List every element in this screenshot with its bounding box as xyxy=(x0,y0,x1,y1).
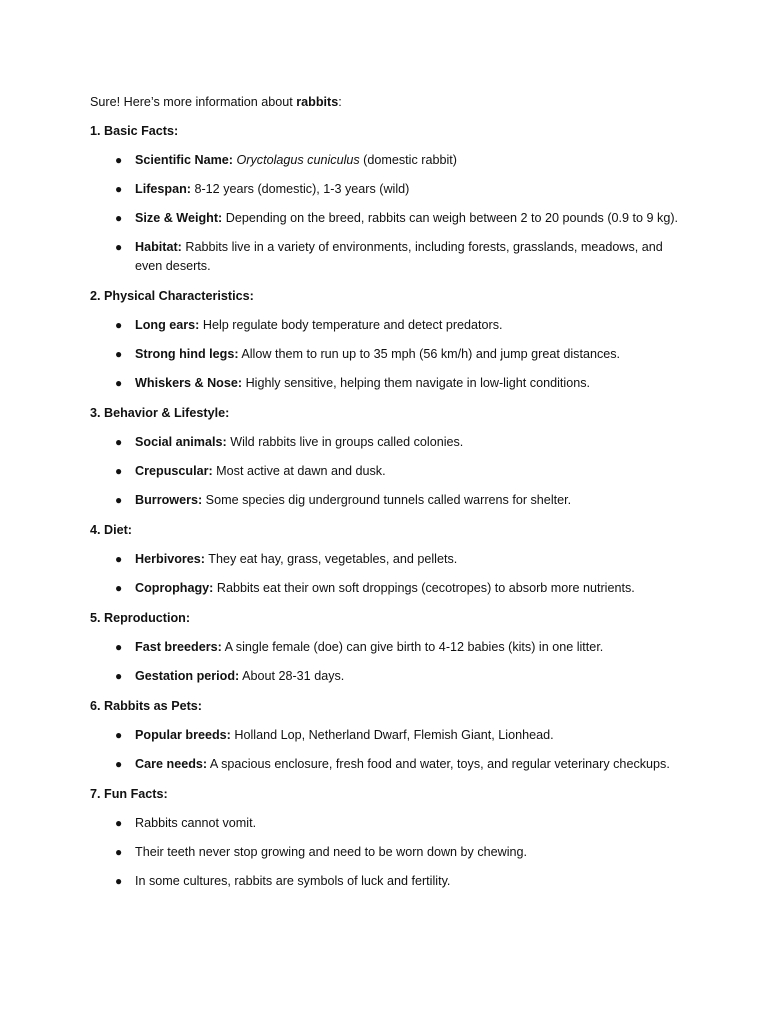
item-text: In some cultures, rabbits are symbols of luck and fertility. xyxy=(135,874,451,888)
list-item xyxy=(90,238,688,276)
item-text: A spacious enclosure, fresh food and water, toys, and regular veterinary checkups. xyxy=(207,757,670,771)
list-item xyxy=(90,550,708,569)
list-item xyxy=(90,726,708,745)
bullet-icon: ● xyxy=(115,318,123,332)
section-heading-reproduction: 5. Reproduction: xyxy=(90,611,191,625)
item-text: Allow them to run up to 35 mph (56 km/h) and jump great distances. xyxy=(238,347,621,361)
scientific-name: Oryctolagus cuniculus xyxy=(236,153,360,167)
item-text: Help regulate body temperature and detect predators. xyxy=(199,318,503,332)
item-text: Depending on the breed, rabbits can weigh between 2 to 20 pounds (0.9 to 9 kg). xyxy=(222,211,679,225)
bullet-icon: ● xyxy=(115,757,123,771)
item-label: Burrowers: xyxy=(135,493,203,507)
list-item xyxy=(90,151,708,170)
bullet-list-basic-facts xyxy=(90,151,708,276)
item-text: Most active at dawn and dusk. xyxy=(212,464,386,478)
intro-suffix: : xyxy=(338,95,342,109)
item-text: Some species dig underground tunnels called warrens for shelter. xyxy=(202,493,572,507)
item-text: A single female (doe) can give birth to 4-12 babies (kits) in one litter. xyxy=(221,640,604,654)
list-item xyxy=(90,316,708,335)
section-heading-basic-facts: 1. Basic Facts: xyxy=(90,124,179,138)
bullet-icon: ● xyxy=(115,816,123,830)
bullet-icon: ● xyxy=(115,728,123,742)
bullet-icon: ● xyxy=(115,347,123,361)
bullet-icon: ● xyxy=(115,552,123,566)
item-label: Scientific Name: xyxy=(135,153,233,167)
item-label: Herbivores: xyxy=(135,552,205,566)
item-label: Coprophagy: xyxy=(135,581,214,595)
bullet-list-behavior-lifestyle xyxy=(90,433,708,510)
list-item xyxy=(90,667,708,686)
bullet-icon: ● xyxy=(115,211,123,225)
bullet-icon: ● xyxy=(115,153,123,167)
item-label: Crepuscular: xyxy=(135,464,213,478)
item-label: Strong hind legs: xyxy=(135,347,239,361)
item-text: Their teeth never stop growing and need to be worn down by chewing. xyxy=(135,845,528,859)
item-label: Long ears: xyxy=(135,318,200,332)
list-item xyxy=(90,209,708,228)
list-item xyxy=(90,638,708,657)
item-text: About 28-31 days. xyxy=(239,669,345,683)
bullet-list-physical-characteristics xyxy=(90,316,708,393)
list-item xyxy=(90,843,708,862)
item-label: Gestation period: xyxy=(135,669,240,683)
list-item xyxy=(90,345,708,364)
intro-paragraph xyxy=(90,93,708,111)
intro-prefix: Sure! Here’s more information about xyxy=(90,95,297,109)
list-item xyxy=(90,433,708,452)
item-label: Social animals: xyxy=(135,435,227,449)
bullet-list-rabbits-as-pets xyxy=(90,726,708,774)
bullet-icon: ● xyxy=(115,493,123,507)
item-text: Rabbits eat their own soft droppings (cecotropes) to absorb more nutrients. xyxy=(213,581,635,595)
item-text: Rabbits live in a variety of environments, including forests, grasslands, meadows, and even deserts. xyxy=(135,240,663,273)
item-label: Lifespan: xyxy=(135,182,191,196)
item-label: Care needs: xyxy=(135,757,208,771)
item-text: Rabbits cannot vomit. xyxy=(135,816,257,830)
item-text: Wild rabbits live in groups called colonies. xyxy=(226,435,464,449)
section-heading-rabbits-as-pets: 6. Rabbits as Pets: xyxy=(90,699,202,713)
bullet-icon: ● xyxy=(115,669,123,683)
item-text: 8-12 years (domestic), 1-3 years (wild) xyxy=(190,182,410,196)
bullet-icon: ● xyxy=(115,376,123,390)
list-item xyxy=(90,872,708,891)
bullet-icon: ● xyxy=(115,182,123,196)
list-item xyxy=(90,180,708,199)
section-heading-diet: 4. Diet: xyxy=(90,523,132,537)
list-item xyxy=(90,374,708,393)
bullet-icon: ● xyxy=(115,240,123,254)
bullet-icon: ● xyxy=(115,581,123,595)
intro-bold-word: rabbits xyxy=(296,95,339,109)
list-item xyxy=(90,491,708,510)
item-label: Popular breeds: xyxy=(135,728,231,742)
item-label: Whiskers & Nose: xyxy=(135,376,243,390)
item-label: Habitat: xyxy=(135,240,182,254)
section-heading-fun-facts: 7. Fun Facts: xyxy=(90,787,168,801)
bullet-list-reproduction xyxy=(90,638,708,686)
section-heading-physical-characteristics: 2. Physical Characteristics: xyxy=(90,289,254,303)
bullet-icon: ● xyxy=(115,435,123,449)
bullet-icon: ● xyxy=(115,640,123,654)
list-item xyxy=(90,462,708,481)
bullet-list-fun-facts xyxy=(90,814,708,891)
section-heading-behavior-lifestyle: 3. Behavior & Lifestyle: xyxy=(90,406,230,420)
list-item xyxy=(90,755,708,774)
list-item xyxy=(90,814,708,833)
item-text: Highly sensitive, helping them navigate in low-light conditions. xyxy=(242,376,590,390)
item-text: Holland Lop, Netherland Dwarf, Flemish Giant, Lionhead. xyxy=(230,728,554,742)
bullet-icon: ● xyxy=(115,874,123,888)
item-label: Fast breeders: xyxy=(135,640,222,654)
item-label: Size & Weight: xyxy=(135,211,223,225)
item-text: (domestic rabbit) xyxy=(359,153,457,167)
bullet-icon: ● xyxy=(115,464,123,478)
bullet-icon: ● xyxy=(115,845,123,859)
list-item xyxy=(90,579,708,598)
bullet-list-diet xyxy=(90,550,708,598)
item-text: They eat hay, grass, vegetables, and pellets. xyxy=(205,552,458,566)
